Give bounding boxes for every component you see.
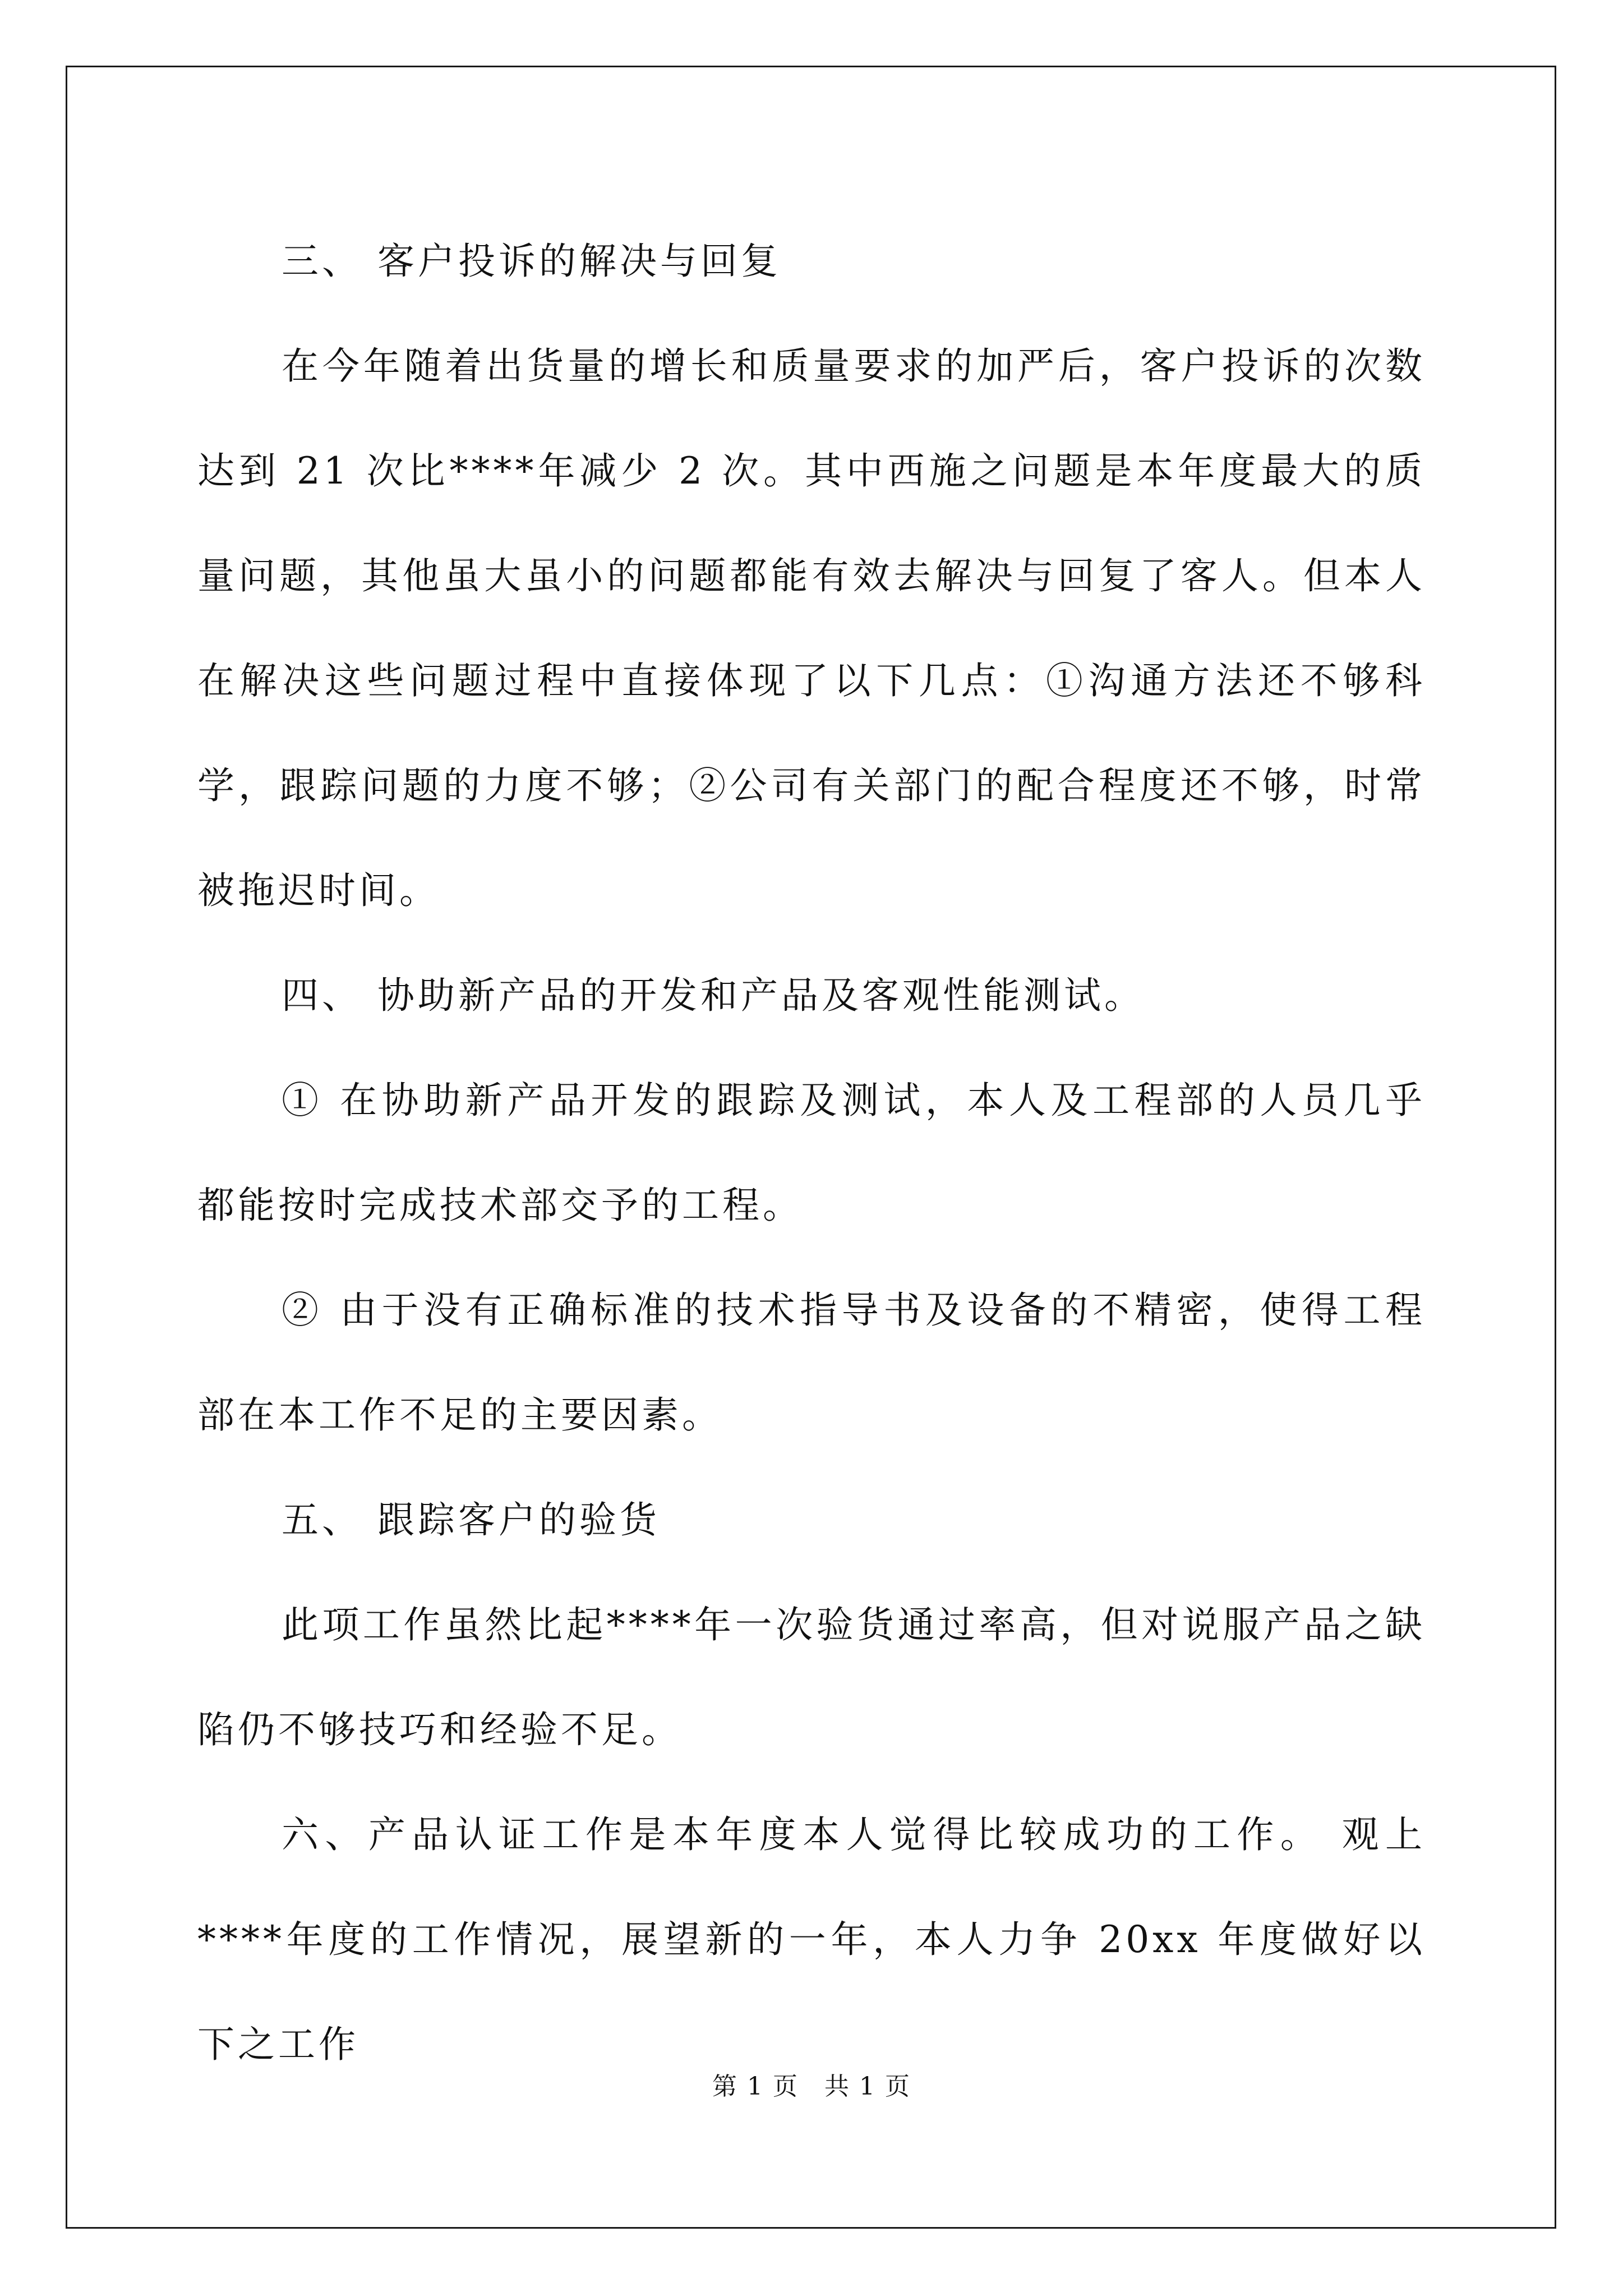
paragraph-item-1: ① 在协助新产品开发的跟踪及测试，本人及工程部的人员几乎都能按时完成技术部交予的工程。 — [197, 1079, 1426, 1227]
document-body — [197, 209, 1426, 2097]
paragraph-inspection: 此项工作虽然比起****年一次验货通过率高，但对说服产品之缺陷仍不够技巧和经验不足。 — [197, 1603, 1426, 1751]
paragraph-complaints: 在今年随着出货量的增长和质量要求的加严后，客户投诉的次数达到 21 次比****年减少 2 次。其中西施之问题是本年度最大的质量问题，其他虽大虽小的问题都能有效去解决与回复了客人。但本人在解决这些问题过程中直接体现了以下几点：①沟通方法还不够科学，跟踪问题的力度不够；②公司有关部门的配合程度还不够，时常被拖迟时间。 — [197, 344, 1426, 912]
section-heading-4: 四、 协助新产品的开发和产品及客观性能测试。 — [282, 974, 1145, 1017]
page-number-footer: 第 1 页 共 1 页 — [712, 2072, 911, 2101]
paragraph-certification: 六、产品认证工作是本年度本人觉得比较成功的工作。 观上****年度的工作情况，展望新的一年，本人力争 20xx 年度做好以下之工作 — [197, 1813, 1426, 2066]
section-heading-5: 五、 跟踪客户的验货 — [282, 1498, 660, 1542]
paragraph-item-2: ② 由于没有正确标准的技术指导书及设备的不精密，使得工程部在本工作不足的主要因素。 — [197, 1289, 1426, 1437]
section-heading-3: 三、 客户投诉的解决与回复 — [282, 240, 781, 283]
